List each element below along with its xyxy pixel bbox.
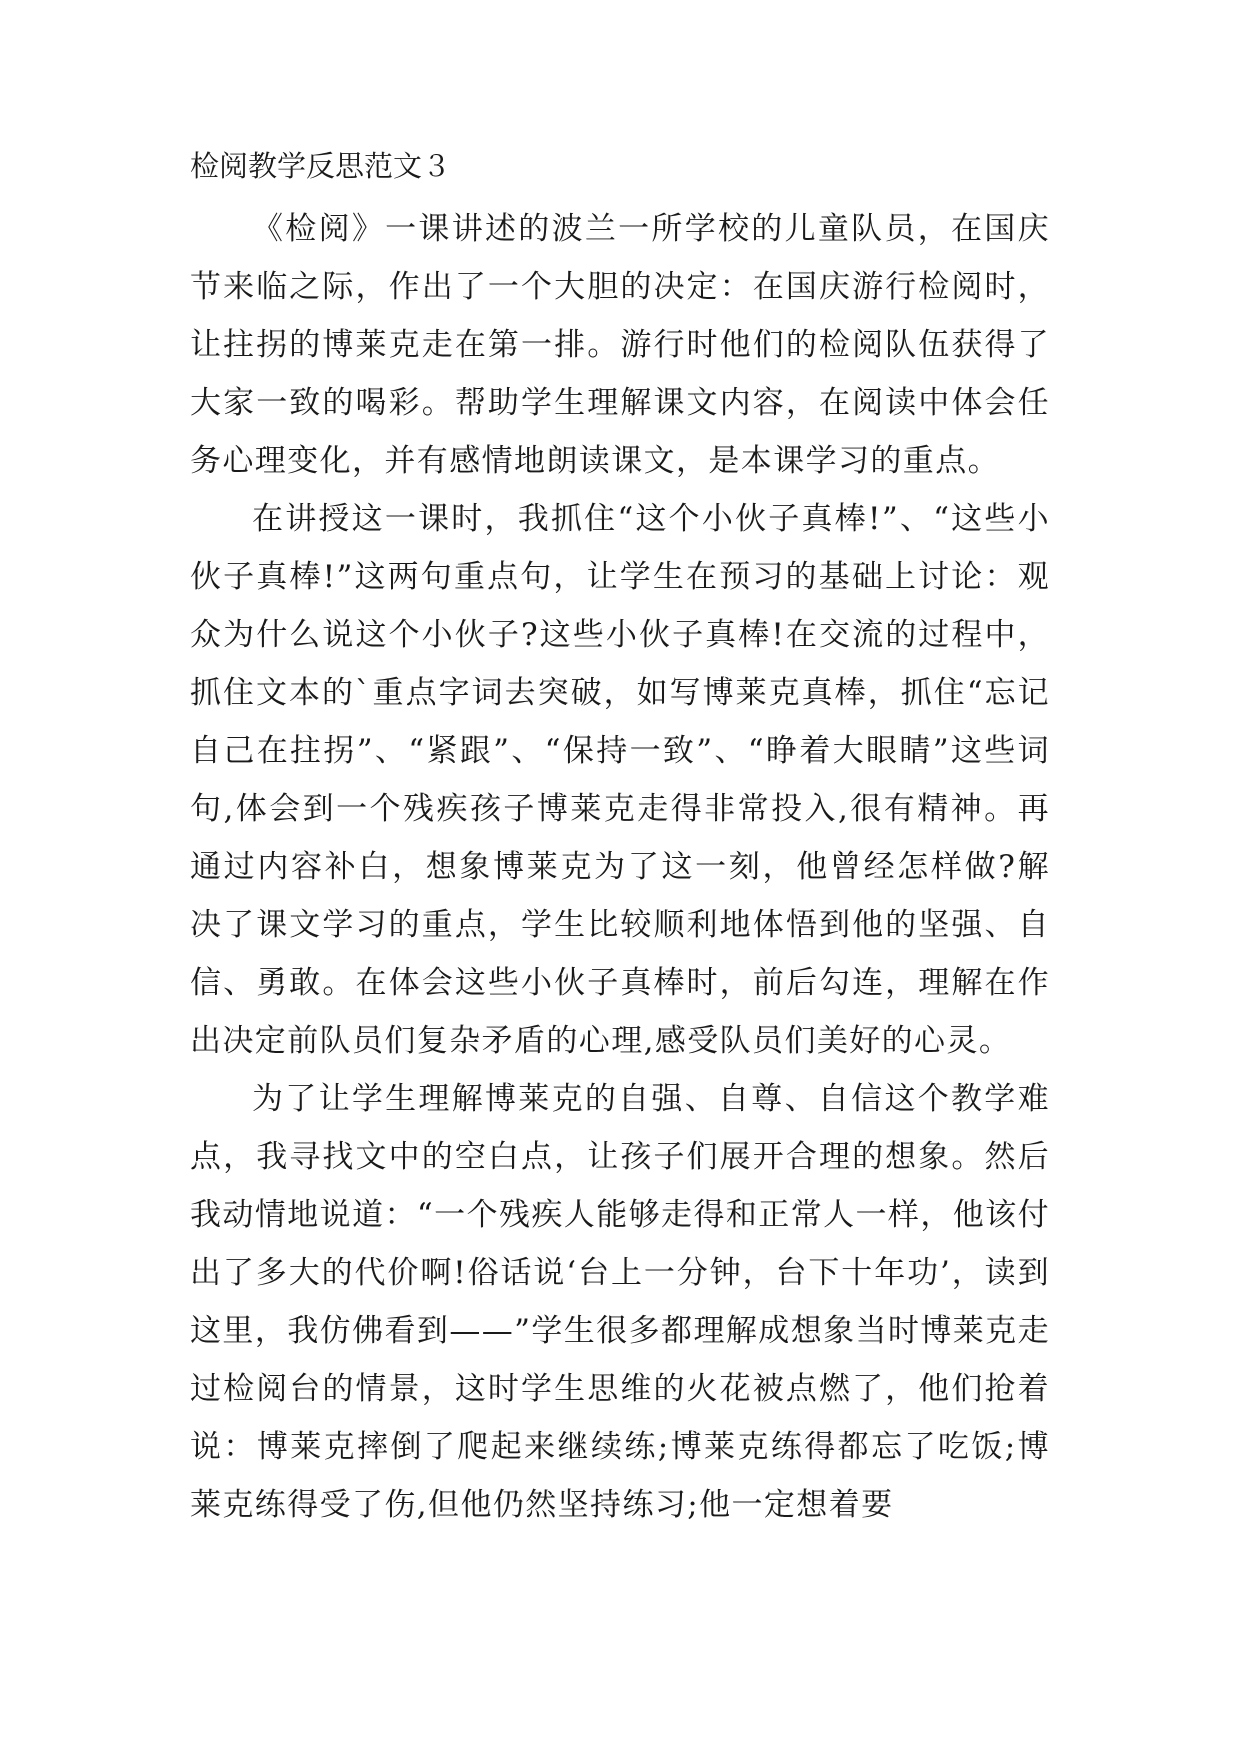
paragraph-intro: 《检阅》一课讲述的波兰一所学校的儿童队员，在国庆节来临之际，作出了一个大胆的决定：在国庆游行检阅时，让拄拐的博莱克走在第一排。游行时他们的检阅队伍获得了大家一致的喝彩。帮助学生理解课文内容，在阅读中体会任务心理变化，并有感情地朗读课文，是本课学习的重点。	[190, 211, 1050, 479]
document-title: 检阅教学反思范文３	[190, 149, 452, 183]
paragraph-teaching-difficulty: 为了让学生理解博莱克的自强、自尊、自信这个教学难点，我寻找文中的空白点，让孩子们展开合理的想象。然后我动情地说道：“一个残疾人能够走得和正常人一样，他该付出了多大的代价啊!俗话说‘台上一分钟，台下十年功’，读到这里，我仿佛看到——”学生很多都理解成想象当时博莱克走过检阅台的情景，这时学生思维的火花被点燃了，他们抢着说：博莱克摔倒了爬起来继续练;博莱克练得都忘了吃饭;博莱克练得受了伤,但他仍然坚持练习;他一定想着要	[190, 1081, 1050, 1523]
paragraph-teaching-process: 在讲授这一课时，我抓住“这个小伙子真棒!”、“这些小伙子真棒!”这两句重点句，让学生在预习的基础上讨论：观众为什么说这个小伙子?这些小伙子真棒!在交流的过程中，抓住文本的`重点字词去突破，如写博莱克真棒，抓住“忘记自己在拄拐”、“紧跟”、“保持一致”、“睁着大眼睛”这些词句,体会到一个残疾孩子博莱克走得非常投入,很有精神。再通过内容补白，想象博莱克为了这一刻，他曾经怎样做?解决了课文学习的重点，学生比较顺利地体悟到他的坚强、自信、勇敢。在体会这些小伙子真棒时，前后勾连，理解在作出决定前队员们复杂矛盾的心理,感受队员们美好的心灵。	[190, 501, 1050, 1059]
document-body	[190, 138, 1050, 1534]
